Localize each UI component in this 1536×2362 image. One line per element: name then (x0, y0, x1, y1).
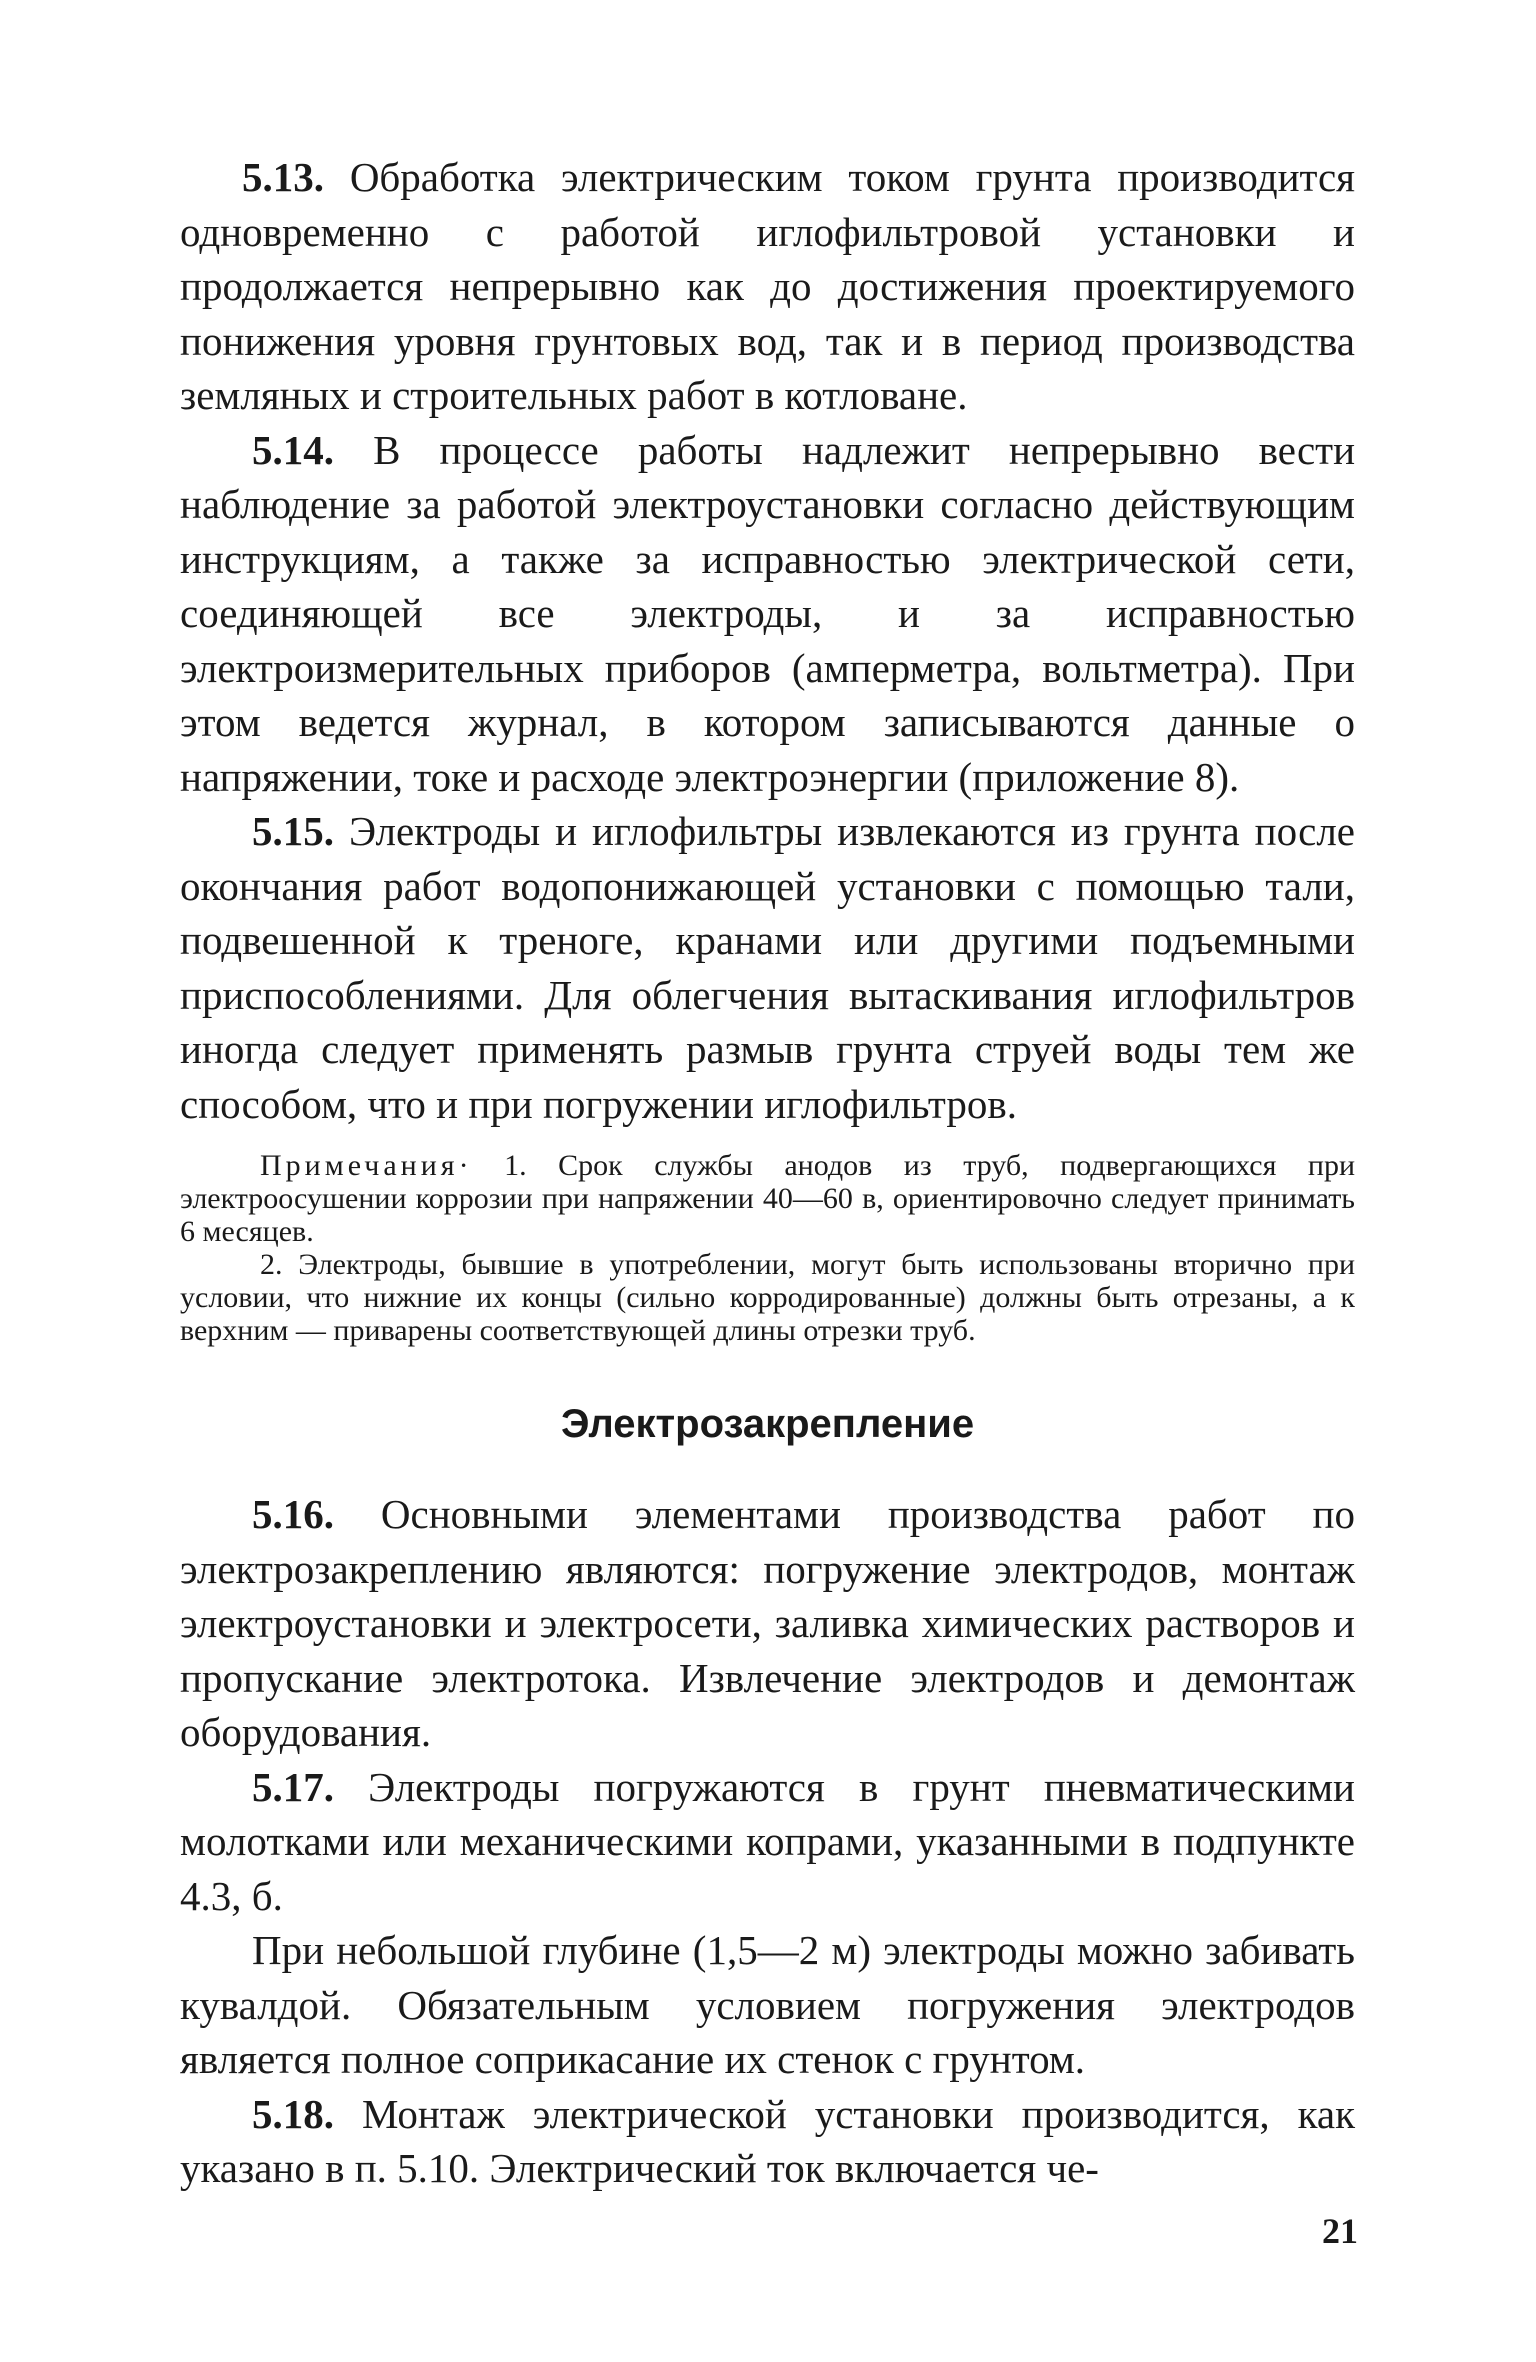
note-text: 1. Срок службы анодов из труб, подвергающихся при электроосушении коррозии при напряжении 40—60 в, ориентировочно следует принимать 6 месяцев. (180, 1149, 1355, 1248)
notes-block (180, 1149, 1355, 1347)
paragraph-text: Монтаж электрической установки производится, как указано в п. 5.10. Электрический ток включается че- (180, 2090, 1356, 2191)
paragraph-text: Основными элементами производства работ по электрозакреплению являются: погружение электродов, монтаж электроустановки и электросети, заливка химических растворов и пропускание электротока. Извлечение электродов и демонтаж оборудования. (180, 1491, 1355, 1755)
paragraph-text: Электроды и иглофильтры извлекаются из грунта после окончания работ водопонижающей установки с помощью тали, подвешенной к треноге, кранами или другими подъемными приспособлениями. Для облегчения вытаскивания иглофильтров иногда следует применять размыв грунта струей воды тем же способом, что и при погружении иглофильтров. (180, 808, 1355, 1127)
note-text: 2. Электроды, бывшие в употреблении, могут быть использованы вторично при условии, что нижние их концы (сильно корродированные) должны быть отрезаны, а к верхним — приварены соответствующей длины отрезки труб. (180, 1248, 1355, 1347)
paragraph-depth-note (180, 1923, 1355, 2087)
paragraph-text: В процессе работы надлежит непрерывно вести наблюдение за работой электроустановки согласно действующим инструкциям, а также за исправностью электрической сети, соединяющей все электроды, и за исправностью электроизмерительных приборов (амперметра, вольтметра). При этом ведется журнал, в котором записываются данные о напряжении, токе и расходе электроэнергии (приложение 8). (180, 426, 1356, 800)
paragraph-text: При небольшой глубине (1,5—2 м) электроды можно забивать кувалдой. Обязательным условием погружения электродов является полное соприкасание их стенок с грунтом. (180, 1927, 1355, 2082)
note-1 (180, 1149, 1355, 1248)
section-number: 5.13. (242, 154, 324, 200)
paragraph-text: Электроды погружаются в грунт пневматическими молотками или механическими копрами, указанными в подпункте 4.3, б. (180, 1763, 1355, 1919)
paragraph-5-15 (180, 804, 1355, 1131)
paragraph-text: Обработка электрическим током грунта производится одновременно с работой иглофильтровой установки и продолжается непрерывно как до достижения проектируемого понижения уровня грунтовых вод, так и в период производства земляных и строительных работ в котловане. (180, 154, 1355, 418)
text-column (180, 150, 1355, 2196)
section-number: 5.15. (252, 808, 334, 854)
section-number: 5.17. (252, 1763, 334, 1810)
note-2 (180, 1248, 1355, 1347)
paragraph-5-14 (180, 423, 1355, 805)
paragraph-5-17 (180, 1760, 1355, 1924)
page-number: 21 (1322, 2211, 1358, 2251)
notes-title: Примечания· (260, 1149, 473, 1182)
section-number: 5.16. (252, 1491, 334, 1537)
paragraph-5-16 (180, 1487, 1355, 1760)
paragraph-5-18 (180, 2087, 1355, 2196)
section-heading: Электрозакрепление (560, 1402, 975, 1446)
section-number: 5.14. (252, 426, 334, 473)
section-number: 5.18. (252, 2090, 334, 2137)
paragraph-5-13 (180, 150, 1355, 423)
